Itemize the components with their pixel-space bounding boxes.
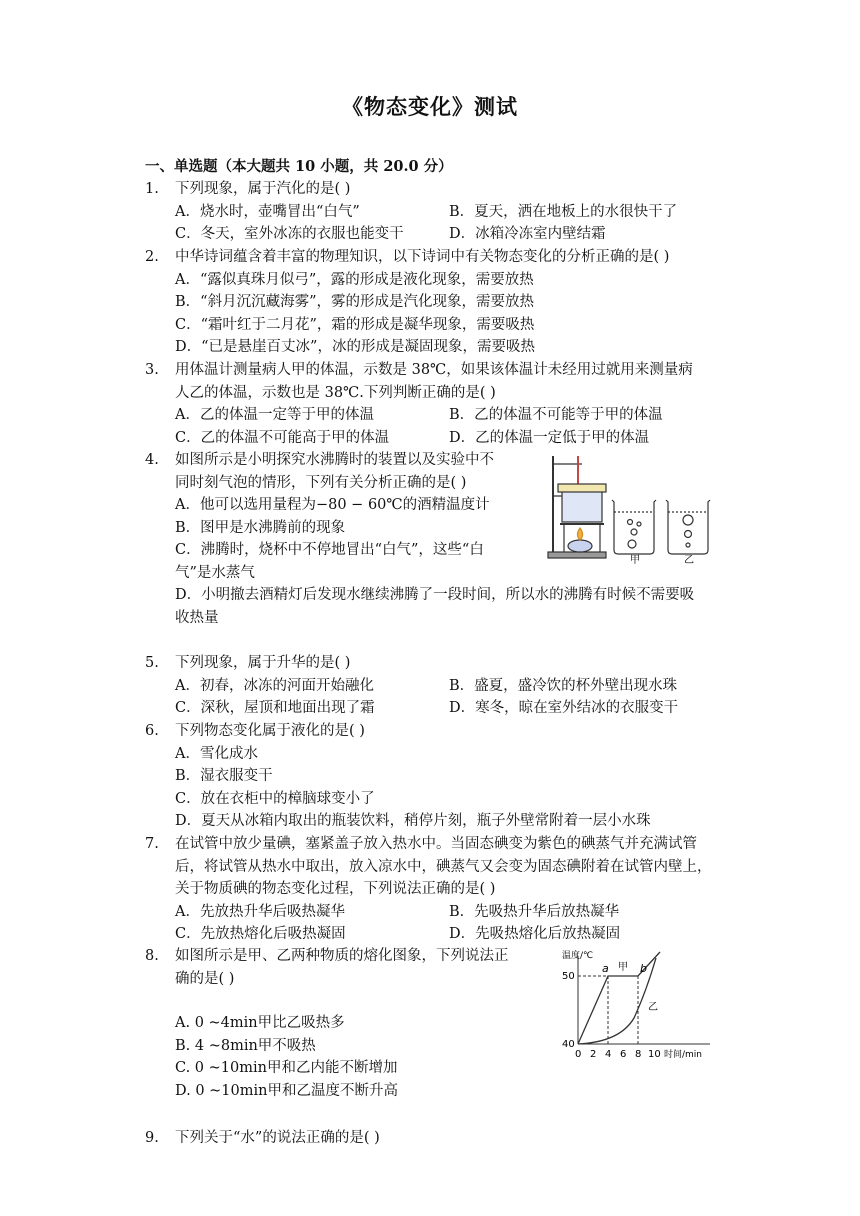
section-heading: 一、单选题（本大题共 10 小题，共 20.0 分） [145, 158, 453, 175]
option-d[interactable]: D．先吸热熔化后放热凝固 [449, 926, 621, 942]
question-number: 2. [145, 249, 159, 265]
option-d[interactable]: D．“已是悬崖百丈冰”，冰的形成是凝固现象，需要吸热 [175, 339, 535, 355]
option-d[interactable]: D．寒冬，晾在室外结冰的衣服变干 [449, 700, 679, 716]
option-a[interactable]: A．“露似真珠月似弓”，露的形成是液化现象，需要放热 [175, 271, 534, 288]
label-jia: 甲 [630, 555, 640, 564]
question-2 [145, 246, 720, 359]
option-c[interactable]: C．乙的体温不可能高于甲的体温 [175, 429, 390, 446]
question-stem: 下列物态变化属于液化的是( ) [175, 723, 365, 739]
boiling-apparatus-figure [544, 452, 716, 564]
question-number: 1. [145, 181, 159, 197]
option-b[interactable]: B．图甲是水沸腾前的现象 [175, 519, 346, 536]
point-b-label: b [640, 962, 647, 975]
y-tick-50: 50 [562, 971, 575, 982]
question-stem: 中华诗词蕴含着丰富的物理知识，以下诗词中有关物态变化的分析正确的是( ) [175, 249, 670, 265]
question-stem-line-2: 后，将试管从热水中取出，放入凉水中，碘蒸气又会变为固态碘附着在试管内壁上， [175, 858, 712, 875]
question-1 [145, 178, 720, 246]
x-tick-0: 0 [575, 1049, 582, 1060]
question-9 [145, 1127, 720, 1150]
stand-base [548, 552, 606, 558]
option-a[interactable]: A．烧水时，壶嘴冒出“白气” [175, 203, 360, 220]
option-c[interactable]: C．冬天，室外冰冻的衣服也能变干 [175, 226, 404, 242]
question-stem: 下列现象，属于汽化的是( ) [175, 181, 351, 197]
x-tick-6: 6 [620, 1049, 627, 1060]
question-number: 9. [145, 1130, 159, 1146]
question-stem: 下列现象，属于升华的是( ) [175, 655, 351, 671]
question-stem-line-2: 同时刻气泡的情形，下列有关分析正确的是( ) [175, 474, 467, 491]
option-d[interactable]: D. 0 ~10min甲和乙温度不断升高 [175, 1082, 398, 1099]
question-stem-line-1: 用体温计测量病人甲的体温，示数是 38℃，如果该体温计未经用过就用来测量病 [175, 362, 693, 378]
option-a[interactable]: A．初春，冰冻的河面开始融化 [175, 677, 374, 694]
y-axis-label: 温度/℃ [562, 951, 594, 961]
question-number: 7. [145, 836, 159, 852]
label-yi: 乙 [684, 555, 694, 564]
option-c[interactable]: C．放在衣柜中的樟脑球变小了 [175, 790, 375, 807]
x-tick-2: 2 [590, 1049, 597, 1060]
option-b[interactable]: B．乙的体温不可能等于甲的体温 [449, 407, 663, 423]
option-c-line-2[interactable]: 气”是水蒸气 [175, 564, 255, 581]
option-c[interactable]: C．深秋，屋顶和地面出现了霜 [175, 700, 375, 716]
option-a[interactable]: A．乙的体温一定等于甲的体温 [175, 407, 374, 423]
x-tick-8: 8 [635, 1049, 642, 1060]
option-c[interactable]: C．“霜叶红于二月花”，霜的形成是凝华现象，需要吸热 [175, 316, 535, 333]
option-a[interactable]: A．先放热升华后吸热凝华 [175, 903, 345, 920]
question-7 [145, 833, 720, 946]
option-b[interactable]: B．先吸热升华后放热凝华 [449, 903, 620, 920]
alcohol-lamp [568, 540, 592, 552]
option-a[interactable]: A．雪化成水 [175, 745, 258, 762]
option-d[interactable]: D．冰箱冷冻室内壁结霜 [449, 226, 606, 242]
option-b[interactable]: B．湿衣服变干 [175, 768, 273, 784]
option-b[interactable]: B．盛夏，盛冷饮的杯外壁出现水珠 [449, 677, 678, 694]
curve-jia-label: 甲 [618, 962, 628, 973]
option-b[interactable]: B. 4 ~8min甲不吸热 [175, 1037, 316, 1054]
question-number: 3. [145, 362, 159, 378]
question-stem-line-3: 关于物质碘的物态变化过程，下列说法正确的是( ) [175, 881, 496, 897]
point-a-label: a [602, 962, 609, 975]
option-a[interactable]: A. 0 ~4min甲比乙吸热多 [175, 1015, 345, 1031]
question-stem-line-2: 人乙的体温，示数也是 38℃.下列判断正确的是( ) [175, 384, 496, 401]
beaker-jia [612, 500, 656, 554]
question-number: 4. [145, 452, 159, 468]
x-tick-10: 10 [648, 1049, 661, 1060]
x-axis-label: 时间/min [664, 1050, 703, 1060]
question-number: 5. [145, 655, 159, 671]
option-a[interactable]: A．他可以选用量程为−80 − 60℃的酒精温度计 [175, 497, 490, 513]
option-d-line-1[interactable]: D．小明撤去酒精灯后发现水继续沸腾了一段时间，所以水的沸腾有时候不需要吸 [175, 587, 695, 603]
option-b[interactable]: B．夏天，洒在地板上的水很快干了 [449, 203, 678, 220]
question-stem-line-1: 如图所示是小明探究水沸腾时的装置以及实验中不 [175, 452, 494, 468]
question-6 [145, 720, 720, 833]
y-tick-40: 40 [562, 1039, 575, 1050]
question-3 [145, 359, 720, 449]
option-d[interactable]: D．夏天从冰箱内取出的瓶装饮料，稍停片刻，瓶子外壁常附着一层小水珠 [175, 813, 651, 829]
beaker-yi [666, 500, 710, 554]
option-c[interactable]: C．先放热熔化后吸热凝固 [175, 926, 346, 942]
question-stem-line-2: 确的是( ) [175, 970, 235, 987]
melting-graph [560, 948, 720, 1064]
question-number: 6. [145, 723, 159, 739]
question-stem-line-1: 在试管中放少量碘，塞紧盖子放入热水中。当固态碘变为紫色的碘蒸气并充满试管 [175, 836, 697, 852]
option-c-line-1[interactable]: C．沸腾时，烧杯中不停地冒出“白气”，这些“白 [175, 542, 484, 558]
option-c[interactable]: C. 0 ~10min甲和乙内能不断增加 [175, 1060, 398, 1076]
apparatus-beaker [562, 490, 602, 522]
question-5 [145, 652, 720, 720]
question-stem: 下列关于“水”的说法正确的是( ) [175, 1130, 380, 1146]
question-stem-line-1: 如图所示是甲、乙两种物质的熔化图象，下列说法正 [175, 948, 509, 964]
x-tick-4: 4 [605, 1049, 612, 1060]
page-title: 《物态变化》测试 [342, 94, 518, 119]
option-b[interactable]: B．“斜月沉沉藏海雾”，雾的形成是汽化现象，需要放热 [175, 294, 534, 310]
option-d-line-2[interactable]: 收热量 [175, 609, 219, 626]
question-number: 8. [145, 948, 159, 964]
option-d[interactable]: D．乙的体温一定低于甲的体温 [449, 429, 650, 446]
curve-yi-label: 乙 [648, 1002, 658, 1013]
